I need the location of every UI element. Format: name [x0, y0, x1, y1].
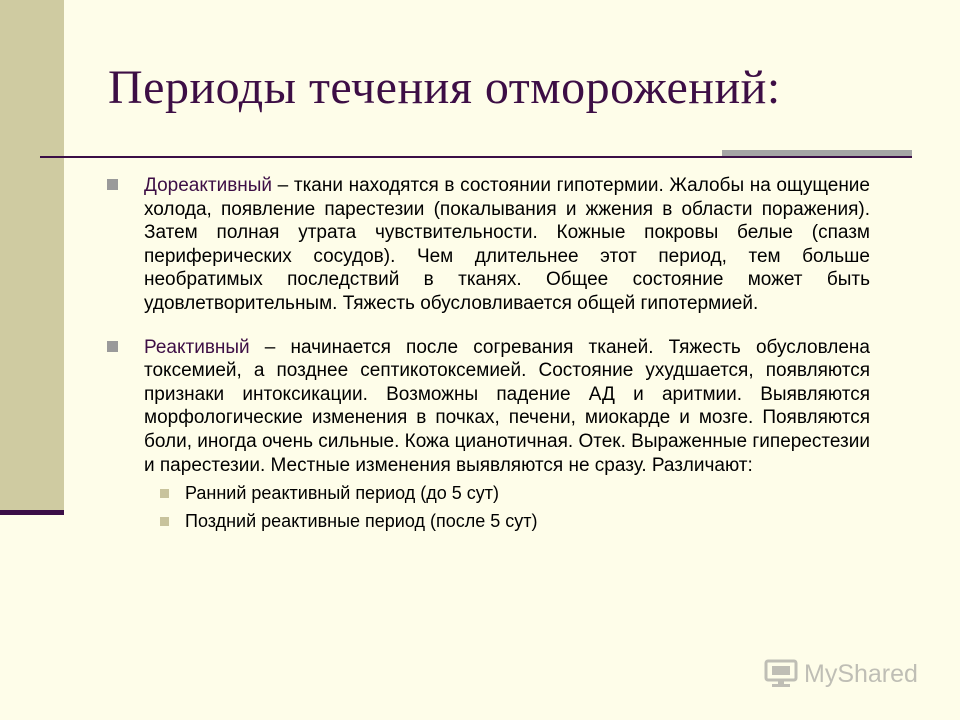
sub-list-item-early [144, 481, 870, 505]
term-reactive: Реактивный [144, 336, 250, 358]
square-bullet-icon [160, 489, 169, 498]
sub-item-early-text: Ранний реактивный период (до 5 сут) [185, 483, 500, 504]
monitor-icon [764, 659, 798, 689]
watermark-text: MyShared [804, 659, 918, 688]
sub-list-item-late [144, 509, 870, 533]
square-bullet-icon [160, 517, 169, 526]
square-bullet-icon [107, 341, 118, 352]
left-decor-bar [0, 0, 64, 512]
square-bullet-icon [107, 179, 118, 190]
watermark [764, 656, 924, 692]
list-item-reactive [144, 336, 870, 478]
title-rule [40, 156, 912, 158]
term-prereactive: Дореактивный [144, 175, 273, 196]
slide-title: Периоды течения отморожений: [108, 61, 781, 114]
description-prereactive: – ткани находятся в состоянии гипотермии. Жалобы на ощущение холода, появление парестезии (покалывания и жжения в области поражения). Затем полная утрата чувствительности. Кожные покровы белые (спазм периферических сосудов). Чем длительнее этот период, тем больше необратимых последствий в тканях. Общее состояние может быть удовлетворительным. Тяжесть обусловливается общей гипотермией. [144, 175, 870, 314]
description-reactive: – начинается после согревания тканей. Тяжесть обусловлена токсемией, а позднее септикотоксемией. Состояние ухудшается, появляются признаки интоксикации. Возможны падение АД и аритмии. Выявляются морфологические изменения в почках, печени, миокарде и мозге. Появляются боли, иногда очень сильные. Кожа цианотичная. Отек. Выраженные гиперестезии и парестезии. Местные изменения выявляются не сразу. Различают: [144, 336, 870, 476]
list-item-prereactive [144, 174, 870, 316]
sub-item-late-text: Поздний реактивные период (после 5 сут) [185, 511, 538, 532]
title-accent-bar [722, 150, 912, 156]
slide-body [144, 174, 870, 533]
left-decor-line [0, 510, 64, 515]
